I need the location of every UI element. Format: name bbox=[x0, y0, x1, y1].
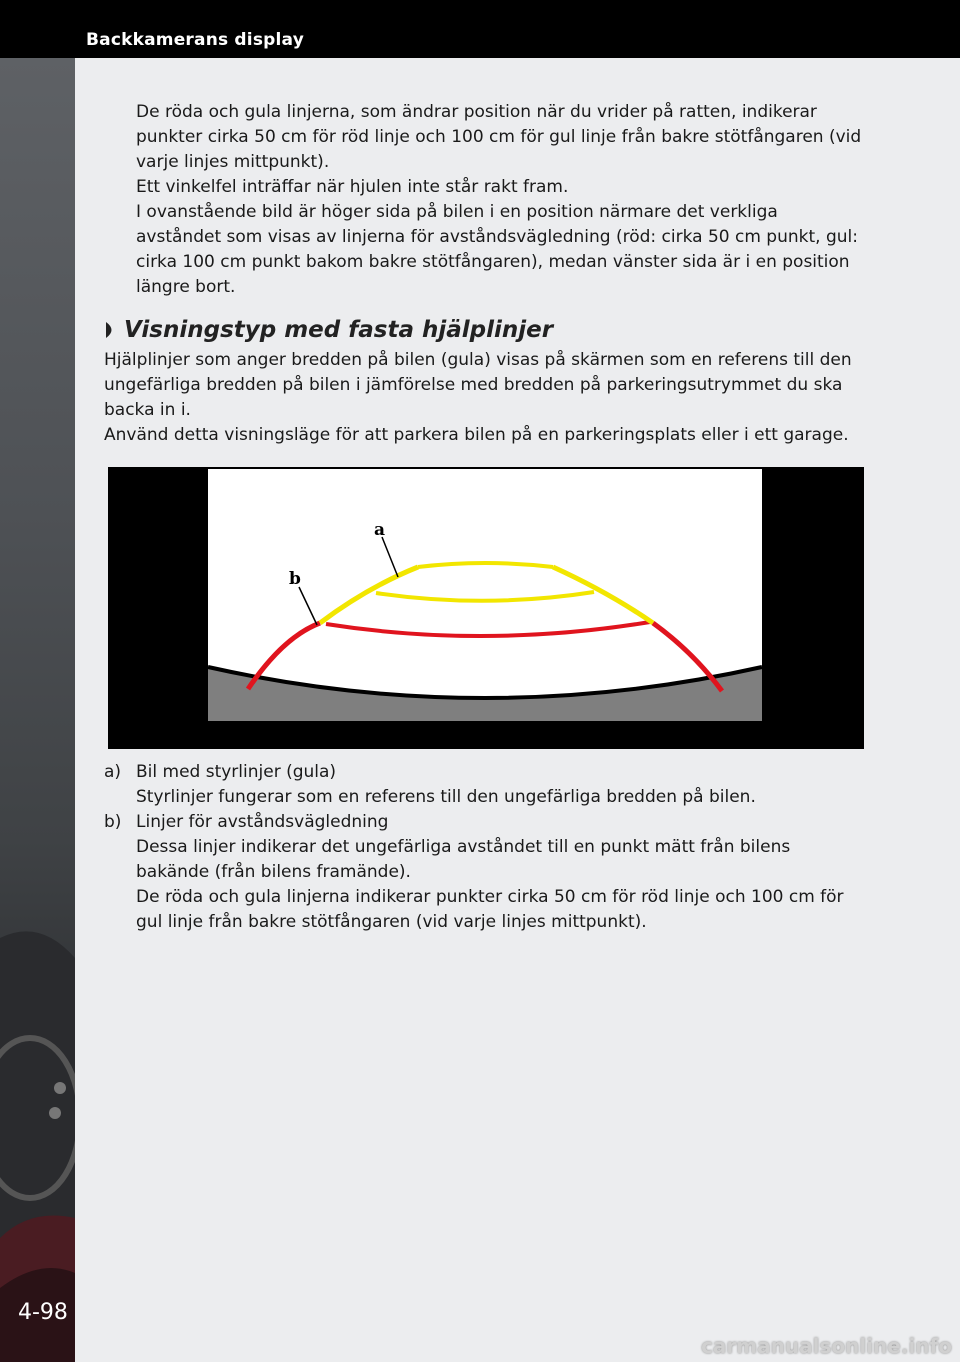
legend-body: De röda och gula linjerna indikerar punkter cirka 50 cm för röd linje och 100 cm för gul linje från bakre stötfångaren (vid varje linjes mittpunkt). bbox=[136, 887, 844, 932]
camera-display-illustration bbox=[108, 467, 864, 749]
intro-paragraph: De röda och gula linjerna, som ändrar position när du vrider på ratten, indikerar punkter cirka 50 cm för röd linje och 100 cm för gul linje från bakre stötfångaren (vid varje linjes mittpunkt). bbox=[136, 102, 862, 172]
watermark-text: carmanualsonline.info bbox=[701, 1334, 952, 1358]
header-title: Backkamerans display bbox=[86, 30, 304, 50]
legend-title: Bil med styrlinjer (gula) bbox=[136, 762, 337, 782]
main-content bbox=[104, 100, 864, 448]
section-heading-text: Visningstyp med fasta hjälplinjer bbox=[124, 317, 554, 343]
legend-title: Linjer för avståndsvägledning bbox=[136, 812, 389, 832]
legend-item-b bbox=[104, 810, 864, 935]
legend-letter: a) bbox=[104, 762, 122, 782]
legend-item-a bbox=[104, 760, 864, 810]
sidebar-photo bbox=[0, 58, 75, 1362]
section-paragraph: Använd detta visningsläge för att parkera bilen på en parkeringsplats eller i ett garage. bbox=[104, 425, 849, 445]
camera-display-figure bbox=[108, 467, 864, 749]
legend-body: Styrlinjer fungerar som en referens till den ungefärliga bredden på bilen. bbox=[136, 787, 756, 807]
figure-legend bbox=[104, 760, 864, 935]
page-header bbox=[0, 0, 960, 58]
intro-paragraph: I ovanstående bild är höger sida på bilen i en position närmare det verkliga avståndet som visas av linjerna för avståndsvägledning (röd: cirka 50 cm punkt, gul: cirka 100 cm punkt bakom bakre stötfångaren), medan vänster sida är i en position längre bort. bbox=[136, 202, 858, 297]
label-a: a bbox=[374, 520, 386, 540]
section-heading bbox=[104, 316, 864, 344]
label-b: b bbox=[289, 569, 301, 589]
legend-letter: b) bbox=[104, 812, 122, 832]
page-number: 4-98 bbox=[18, 1300, 68, 1325]
intro-paragraph: Ett vinkelfel inträffar när hjulen inte står rakt fram. bbox=[136, 177, 569, 197]
section-paragraph: Hjälplinjer som anger bredden på bilen (gula) visas på skärmen som en referens till den ungefärliga bredden på bilen i jämförelse med bredden på parkeringsutrymmet du ska backa in i. bbox=[104, 350, 852, 420]
car-interior-image bbox=[0, 58, 75, 1362]
legend-body: Dessa linjer indikerar det ungefärliga avståndet till en punkt mätt från bilens bakände (från bilens framände). bbox=[136, 837, 791, 882]
section-marker-icon bbox=[104, 320, 118, 340]
